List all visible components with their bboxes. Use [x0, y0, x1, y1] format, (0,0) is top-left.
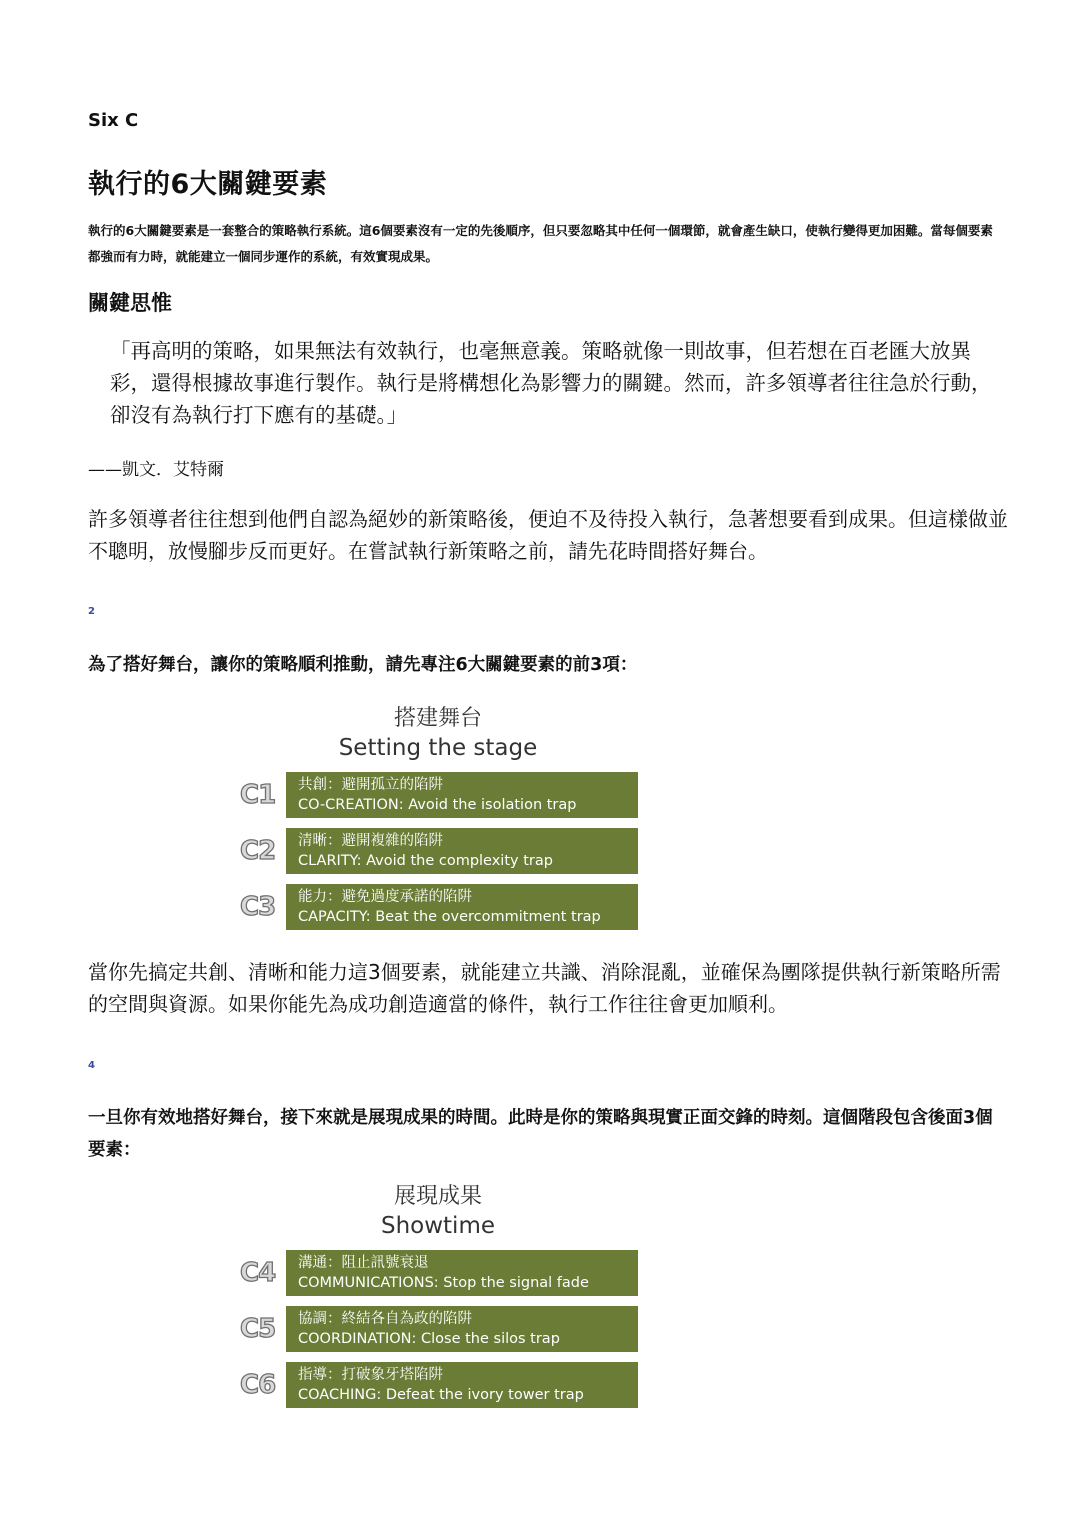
element-label-zh: 共創：避開孤立的陷阱 — [298, 777, 443, 793]
element-row — [240, 1249, 660, 1297]
element-row — [240, 1305, 660, 1353]
element-label-en: CLARITY: Avoid the complexity trap — [298, 853, 553, 869]
page-title: 執行的6大關鍵要素 — [88, 169, 328, 200]
lead-paragraph-2: 一旦你有效地搭好舞台，接下來就是展現成果的時間。此時是你的策略與現實正面交鋒的時刻。這個階段包含後面3個要素： — [88, 1108, 993, 1160]
element-code: C2 — [240, 836, 276, 866]
element-code: C6 — [240, 1370, 276, 1400]
element-label-en: COACHING: Defeat the ivory tower trap — [298, 1387, 584, 1403]
intro-paragraph: 執行的6大關鍵要素是一套整合的策略執行系統。這6個要素沒有一定的先後順序，但只要忽略其中任何一個環節，就會產生缺口，使執行變得更加困難。當每個要素都強而有力時，就能建立一個同步運作的系統，有效實現成果。 — [88, 223, 993, 264]
element-row — [240, 1361, 660, 1409]
element-label-en: COMMUNICATIONS: Stop the signal fade — [298, 1275, 589, 1291]
element-bar — [286, 1306, 638, 1352]
element-row — [240, 827, 660, 875]
element-label-zh: 能力：避免過度承諾的陷阱 — [298, 889, 472, 905]
element-code: C5 — [240, 1314, 276, 1344]
element-label-zh: 清晰：避開複雜的陷阱 — [298, 833, 443, 849]
quote-block: 「再高明的策略，如果無法有效執行，也毫無意義。策略就像一則故事，但若想在百老匯大放異彩，還得根據故事進行製作。執行是將構想化為影響力的關鍵。然而，許多領導者往往急於行動，卻沒有為執行打下應有的基礎。」 — [110, 339, 992, 427]
element-bar — [286, 772, 638, 818]
element-label-zh: 協調：終結各自為政的陷阱 — [298, 1311, 472, 1327]
figure-setting-the-stage — [240, 705, 660, 931]
element-bar — [286, 1362, 638, 1408]
lead-paragraph-1: 為了搭好舞台，讓你的策略順利推動，請先專注6大關鍵要素的前3項： — [88, 655, 638, 675]
quote-attribution: ——凱文．艾特爾 — [88, 460, 224, 480]
figure-title-zh: 展現成果 — [393, 1184, 482, 1209]
figure-showtime — [240, 1183, 660, 1409]
element-bar — [286, 1250, 638, 1296]
element-row — [240, 883, 660, 931]
body-paragraph-1: 許多領導者往往想到他們自認為絕妙的新策略後，便迫不及待投入執行，急著想要看到成果。但這樣做並不聰明，放慢腳步反而更好。在嘗試執行新策略之前，請先花時間搭好舞台。 — [88, 507, 1008, 563]
element-row — [240, 771, 660, 819]
element-label-en: CAPACITY: Beat the overcommitment trap — [298, 909, 601, 925]
element-code: C3 — [240, 892, 276, 922]
figure-title-en: Setting the stage — [338, 735, 538, 761]
page-marker: 2 — [88, 606, 95, 617]
figure-title-zh: 搭建舞台 — [393, 706, 482, 731]
element-code: C1 — [240, 780, 276, 810]
element-label-zh: 溝通：阻止訊號衰退 — [298, 1255, 429, 1271]
figure-title-en: Showtime — [380, 1213, 496, 1239]
element-label-en: COORDINATION: Close the silos trap — [298, 1331, 560, 1347]
key-thinking-heading: 關鍵思惟 — [88, 291, 172, 315]
element-label-en: CO-CREATION: Avoid the isolation trap — [298, 797, 577, 813]
body-paragraph-2: 當你先搞定共創、清晰和能力這3個要素，就能建立共識、消除混亂，並確保為團隊提供執行新策略所需的空間與資源。如果你能先為成功創造適當的條件，執行工作往往會更加順利。 — [88, 960, 1001, 1016]
element-code: C4 — [240, 1258, 276, 1288]
element-bar — [286, 884, 638, 930]
element-bar — [286, 828, 638, 874]
page-marker: 4 — [88, 1060, 95, 1071]
section-eyebrow: Six C — [88, 110, 139, 131]
element-label-zh: 指導：打破象牙塔陷阱 — [298, 1367, 443, 1383]
